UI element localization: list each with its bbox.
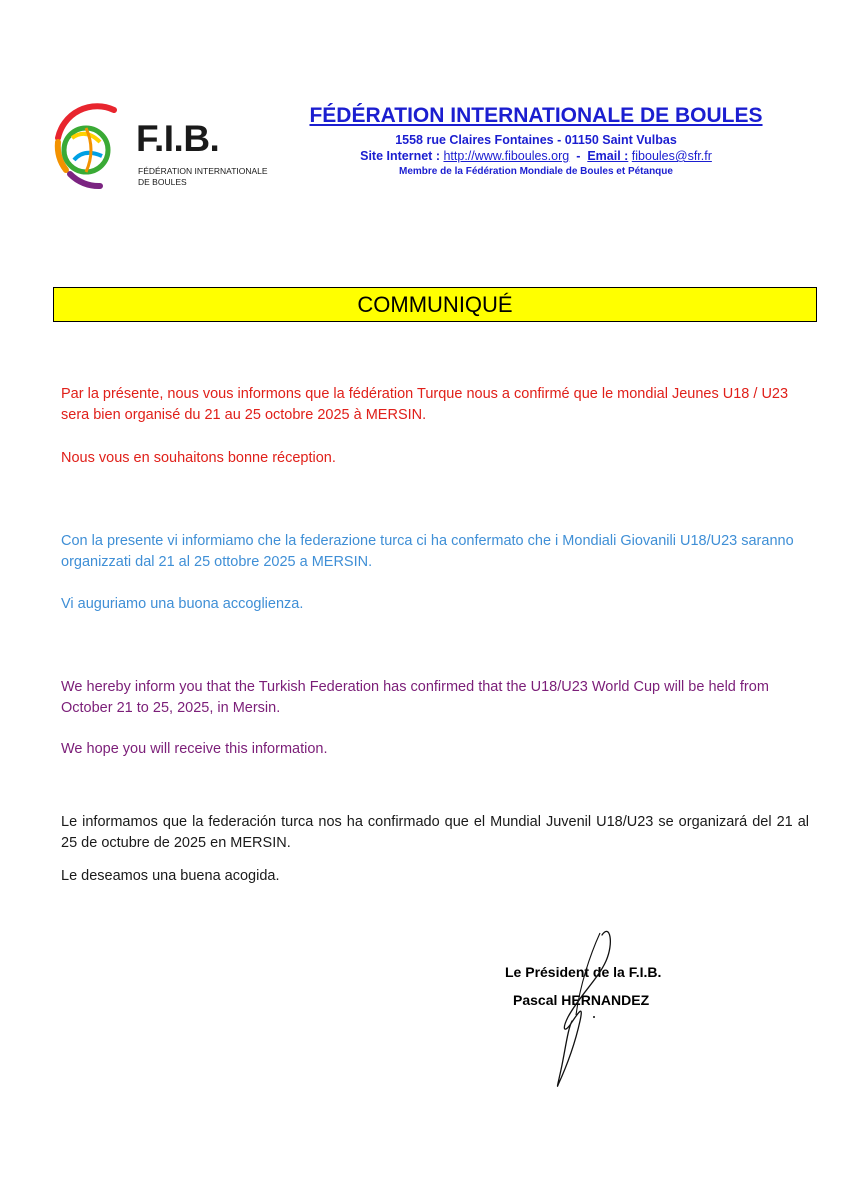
email-link[interactable]: fiboules@sfr.fr [631,149,712,163]
letterhead [286,103,786,179]
handwritten-signature [540,925,620,1095]
organization-address: 1558 rue Claires Fontaines - 01150 Saint Vulbas [395,133,677,147]
site-label: Site Internet : [360,149,440,163]
fib-logo [44,98,284,194]
communique-banner: COMMUNIQUÉ [53,287,817,322]
logo-subtitle-line2: DE BOULES [138,177,187,187]
italian-paragraph-1: Con la presente vi informiamo che la federazione turca ci ha confermato che i Mondiali Giovanili U18/U23 saranno organizzati dal 21 al 25 ottobre 2025 a MERSIN. [61,533,794,570]
email-label: Email : [587,149,629,163]
president-name: Pascal HERNANDEZ [513,992,650,1008]
french-paragraph-1: Par la présente, nous vous informons que la fédération Turque nous a confirmé que le mondial Jeunes U18 / U23 sera bien organisé du 21 au 25 octobre 2025 à MERSIN. [61,386,789,423]
organization-name: FÉDÉRATION INTERNATIONALE DE BOULES [309,104,763,127]
english-paragraph-2: We hope you will receive this information. [61,741,328,757]
logo-subtitle [138,166,268,188]
logo-abbreviation: F.I.B. [136,118,220,159]
logo-subtitle-line1: FÉDÉRATION INTERNATIONALE [138,166,268,176]
italian-paragraph-2: Vi auguriamo una buona accoglienza. [61,596,304,612]
membership-note: Membre de la Fédération Mondiale de Boules et Pétanque [399,166,673,177]
president-title: Le Président de la F.I.B. [505,964,662,980]
site-link[interactable]: http://www.fiboules.org [443,149,570,163]
spanish-paragraph-1: Le informamos que la federación turca nos ha confirmado que el Mundial Juvenil U18/U23 se organizará del 21 al 25 de octubre de 2025 en MERSIN. [61,814,809,851]
french-paragraph-2: Nous vous en souhaitons bonne réception. [61,450,336,466]
contact-line [286,148,786,165]
contact-separator: - [576,149,581,163]
fib-logo-mark-icon [44,98,140,194]
spanish-paragraph-2: Le deseamos una buena acogida. [61,868,280,884]
english-paragraph-1: We hereby inform you that the Turkish Federation has confirmed that the U18/U23 World Cup will be held from October 21 to 25, 2025, in Mersin. [61,679,769,716]
